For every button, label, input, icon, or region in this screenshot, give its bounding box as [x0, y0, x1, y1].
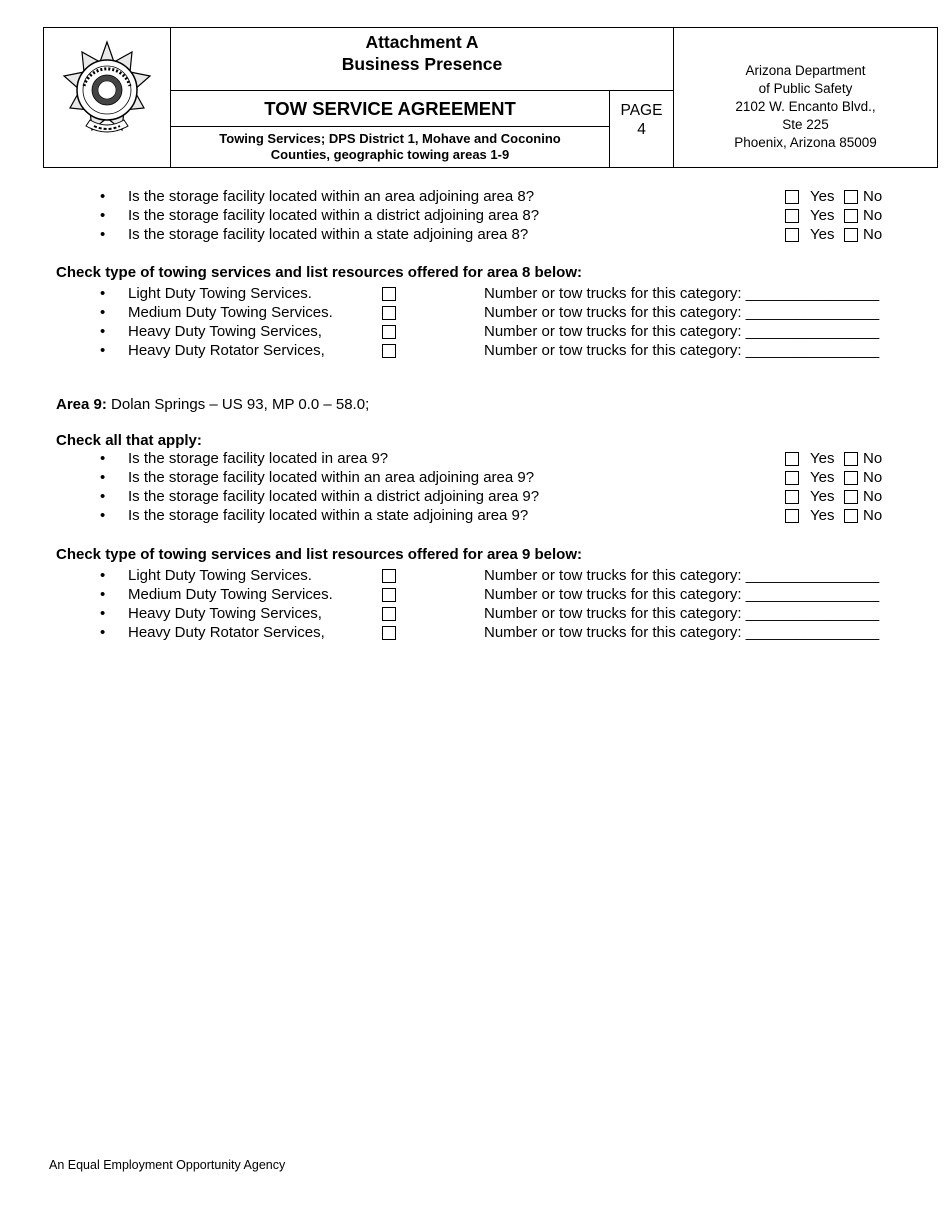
no-label: No — [863, 507, 883, 524]
yes-checkbox[interactable] — [785, 452, 799, 466]
yes-checkbox[interactable] — [785, 471, 799, 485]
bullet: • — [100, 624, 106, 641]
yes-checkbox[interactable] — [785, 509, 799, 523]
question-text: Is the storage facility located within a district adjoining area 8? — [128, 207, 540, 224]
area-9-description — [56, 396, 369, 414]
yes-label: Yes — [810, 469, 835, 486]
bullet: • — [100, 285, 106, 302]
bullet: • — [100, 469, 106, 486]
service-checkbox[interactable] — [382, 344, 396, 358]
bullet: • — [100, 323, 106, 340]
no-checkbox[interactable] — [844, 471, 858, 485]
yes-label: Yes — [810, 488, 835, 505]
service-checkbox[interactable] — [382, 306, 396, 320]
service-label: Light Duty Towing Services. — [128, 567, 312, 584]
yes-checkbox[interactable] — [785, 209, 799, 223]
truck-count-field[interactable]: Number or tow trucks for this category: ________________ — [484, 567, 880, 584]
page-label: PAGE — [620, 102, 663, 119]
bullet: • — [100, 507, 106, 524]
no-checkbox[interactable] — [844, 509, 858, 523]
address-line: Arizona Department — [745, 63, 866, 78]
attachment-title: Attachment A — [365, 32, 479, 52]
service-checkbox[interactable] — [382, 626, 396, 640]
question-text: Is the storage facility located within a state adjoining area 8? — [128, 226, 529, 243]
question-text: Is the storage facility located within a district adjoining area 9? — [128, 488, 540, 505]
bullet: • — [100, 605, 106, 622]
truck-count-field[interactable]: Number or tow trucks for this category: ________________ — [484, 285, 880, 302]
agreement-title: TOW SERVICE AGREEMENT — [171, 91, 610, 127]
yes-label: Yes — [810, 507, 835, 524]
page-cell — [610, 91, 673, 167]
service-checkbox[interactable] — [382, 607, 396, 621]
dps-star-badge-icon — [44, 28, 171, 167]
question-text: Is the storage facility located within a state adjoining area 9? — [128, 507, 529, 524]
seal-cell — [44, 28, 171, 167]
title-cell — [171, 28, 673, 91]
question-text: Is the storage facility located within an area adjoining area 9? — [128, 469, 535, 486]
no-label: No — [863, 469, 883, 486]
no-checkbox[interactable] — [844, 228, 858, 242]
truck-count-field[interactable]: Number or tow trucks for this category: ________________ — [484, 605, 880, 622]
bullet: • — [100, 488, 106, 505]
question-text: Is the storage facility located within an area adjoining area 8? — [128, 188, 535, 205]
address-line: 2102 W. Encanto Blvd., — [735, 99, 876, 114]
yes-checkbox[interactable] — [785, 190, 799, 204]
no-checkbox[interactable] — [844, 190, 858, 204]
address-line: of Public Safety — [758, 81, 853, 96]
no-label: No — [863, 188, 883, 205]
bullet: • — [100, 226, 106, 243]
yes-label: Yes — [810, 188, 835, 205]
service-label: Heavy Duty Rotator Services, — [128, 624, 325, 641]
page-number: 4 — [637, 121, 646, 138]
no-label: No — [863, 450, 883, 467]
service-label: Medium Duty Towing Services. — [128, 304, 333, 321]
bullet: • — [100, 304, 106, 321]
service-checkbox[interactable] — [382, 588, 396, 602]
truck-count-field[interactable]: Number or tow trucks for this category: ________________ — [484, 304, 880, 321]
yes-label: Yes — [810, 207, 835, 224]
no-label: No — [863, 488, 883, 505]
truck-count-field[interactable]: Number or tow trucks for this category: ________________ — [484, 586, 880, 603]
no-label: No — [863, 226, 883, 243]
service-checkbox[interactable] — [382, 287, 396, 301]
question-text: Is the storage facility located in area 9? — [128, 450, 389, 467]
bullet: • — [100, 567, 106, 584]
form-header — [43, 27, 938, 168]
no-checkbox[interactable] — [844, 209, 858, 223]
yes-label: Yes — [810, 450, 835, 467]
services-heading-area-8: Check type of towing services and list resources offered for area 8 below: — [56, 264, 582, 281]
truck-count-field[interactable]: Number or tow trucks for this category: ________________ — [484, 624, 880, 641]
address-line: Phoenix, Arizona 85009 — [734, 135, 877, 150]
address-line: Ste 225 — [782, 117, 829, 132]
area-9-route: Dolan Springs – US 93, MP 0.0 – 58.0; — [106, 396, 370, 413]
truck-count-field[interactable]: Number or tow trucks for this category: ________________ — [484, 323, 880, 340]
service-checkbox[interactable] — [382, 325, 396, 339]
no-label: No — [863, 207, 883, 224]
footer-text: An Equal Employment Opportunity Agency — [49, 1158, 286, 1172]
towing-description — [171, 127, 610, 167]
attachment-subtitle: Business Presence — [341, 54, 503, 74]
bullet: • — [100, 207, 106, 224]
bullet: • — [100, 188, 106, 205]
agency-address — [673, 28, 937, 167]
service-checkbox[interactable] — [382, 569, 396, 583]
yes-checkbox[interactable] — [785, 490, 799, 504]
service-label: Medium Duty Towing Services. — [128, 586, 333, 603]
no-checkbox[interactable] — [844, 490, 858, 504]
yes-checkbox[interactable] — [785, 228, 799, 242]
truck-count-field[interactable]: Number or tow trucks for this category: ________________ — [484, 342, 880, 359]
service-label: Heavy Duty Towing Services, — [128, 323, 322, 340]
bullet: • — [100, 450, 106, 467]
yes-label: Yes — [810, 226, 835, 243]
check-all-heading: Check all that apply: — [56, 432, 202, 449]
bullet: • — [100, 342, 106, 359]
towing-line-2: Counties, geographic towing areas 1-9 — [270, 147, 510, 162]
service-label: Heavy Duty Rotator Services, — [128, 342, 325, 359]
service-label: Heavy Duty Towing Services, — [128, 605, 322, 622]
area-9-label: Area 9: — [56, 396, 107, 413]
towing-line-1: Towing Services; DPS District 1, Mohave and Coconino — [219, 131, 561, 146]
bullet: • — [100, 586, 106, 603]
no-checkbox[interactable] — [844, 452, 858, 466]
services-heading-area-9: Check type of towing services and list resources offered for area 9 below: — [56, 546, 582, 563]
service-label: Light Duty Towing Services. — [128, 285, 312, 302]
